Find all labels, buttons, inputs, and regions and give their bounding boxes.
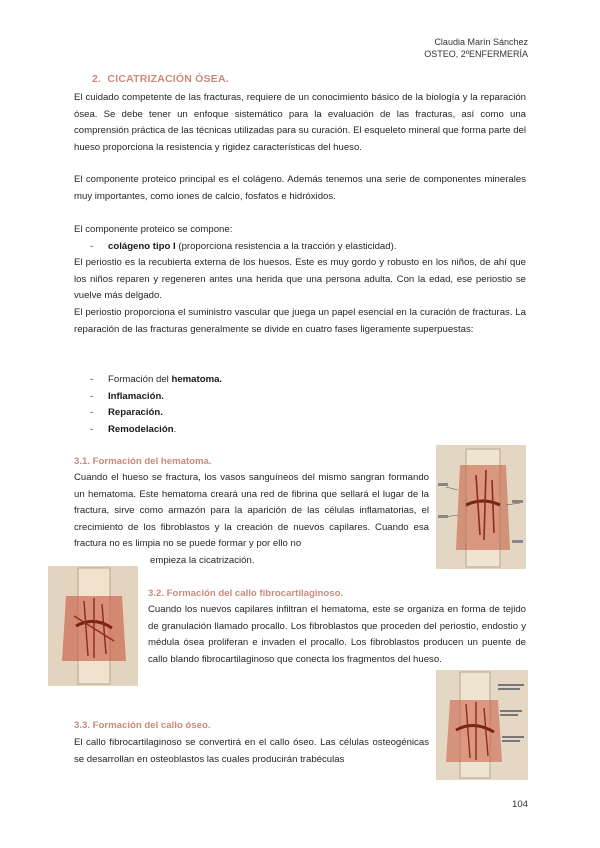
hematoma-illustration xyxy=(436,445,526,569)
subsection-title-fibrocartilaginous: 3.2. Formación del callo fibrocartilaginoso. xyxy=(148,588,344,599)
list-item-collagen: - colágeno tipo I (proporciona resistencia a la tracción y elasticidad). xyxy=(90,241,397,252)
subsection-title-hematoma: 3.1. Formación del hematoma. xyxy=(74,456,212,467)
paragraph-hematoma: Cuando el hueso se fractura, los vasos sanguíneos del mismo sangran formando un hematoma. Este hematoma creará una red de fibrina que sellará el lugar de la fractura, sirve como armazón para la aparición de las células inflamatorias, el crecimiento de los fibroblastos y la creación de nuevos capilares. Cuando esa fractura no es limpia no se puede formar y por ello no xyxy=(74,472,429,550)
paragraph-hematoma-tail: empieza la cicatrización. xyxy=(150,555,255,566)
page-number: 104 xyxy=(511,799,528,810)
page-header xyxy=(424,36,528,60)
paragraph-collagen: El componente proteico principal es el colágeno. Además tenemos una serie de componentes minerales muy importantes, como iones de calcio, fosfatos e hidróxidos. xyxy=(74,174,526,202)
paragraph-fibrocartilaginous: Cuando los nuevos capilares infiltran el hematoma, este se organiza en forma de tejido de granulación llamado procallo. Los fibroblastos que proceden del periostio, endostio y médula ósea proliferan e invaden el procallo. Los fibroblastos producen un puente de callo blando fibrocartilaginoso que conecta los fragmentos del hueso. xyxy=(148,604,526,665)
bony-callus-illustration xyxy=(436,670,528,780)
section-number: 2. xyxy=(92,73,102,85)
collagen-type-label: colágeno tipo I xyxy=(108,241,176,252)
phase-1-prefix: Formación del xyxy=(108,374,172,385)
list-item: - Formación del hematoma. xyxy=(90,374,223,385)
phase-1-bold: hematoma. xyxy=(171,374,223,385)
paragraph-intro: El cuidado competente de las fracturas, requiere de un conocimiento básico de la biología y la reparación ósea. Se debe tener un enfoque sistemático para la evaluación de las fracturas, así como una comprensión práctica de las técnicas utilizadas para su curación. El esqueleto mineral que forma parte del hueso proporciona la resistencia y rigidez características del hueso. xyxy=(74,92,526,153)
phase-2: Inflamación. xyxy=(108,390,164,402)
section-title-text: CICATRIZACIÓN ÓSEA. xyxy=(107,73,229,85)
section-title xyxy=(92,73,229,85)
phases-list xyxy=(90,372,390,438)
list-item: - Reparación. xyxy=(90,407,163,419)
paragraph-bony-callus: El callo fibrocartilaginoso se convertirá en el callo óseo. Las células osteogénicas se desarrollan en osteoblastos las cuales producirán trabéculas xyxy=(74,737,429,765)
phase-4: Remodelación xyxy=(108,423,174,435)
list-item: - Inflamación. xyxy=(90,390,164,402)
header-author: Claudia Marín Sánchez xyxy=(434,37,528,47)
subsection-title-bony-callus: 3.3. Formación del callo óseo. xyxy=(74,720,211,731)
procallus-illustration xyxy=(48,566,138,686)
paragraph-vascular-supply: El periostio proporciona el suministro vascular que juega un papel esencial en la curación de fracturas. La reparación de las fracturas generalmente se divide en cuatro fases ligeramente superpuestas: xyxy=(74,307,526,335)
phase-3: Reparación. xyxy=(108,407,163,419)
list-item: - Remodelación. xyxy=(90,423,177,435)
paragraph-protein-components: El componente proteico se compone: xyxy=(74,224,233,235)
paragraph-periosteum: El periostio es la recubierta externa de los huesos. Este es muy gordo y robusto en los niños, de ahí que los niños reparen y regeneren antes una herida que una persona adulta. Con la edad, ese periostio se vuelve más delgado. xyxy=(74,257,526,302)
collagen-description: (proporciona resistencia a la tracción y elasticidad). xyxy=(175,241,397,252)
phase-4-suffix: . xyxy=(173,423,177,435)
header-course: OSTEO, 2ºENFERMERÍA xyxy=(424,49,528,59)
